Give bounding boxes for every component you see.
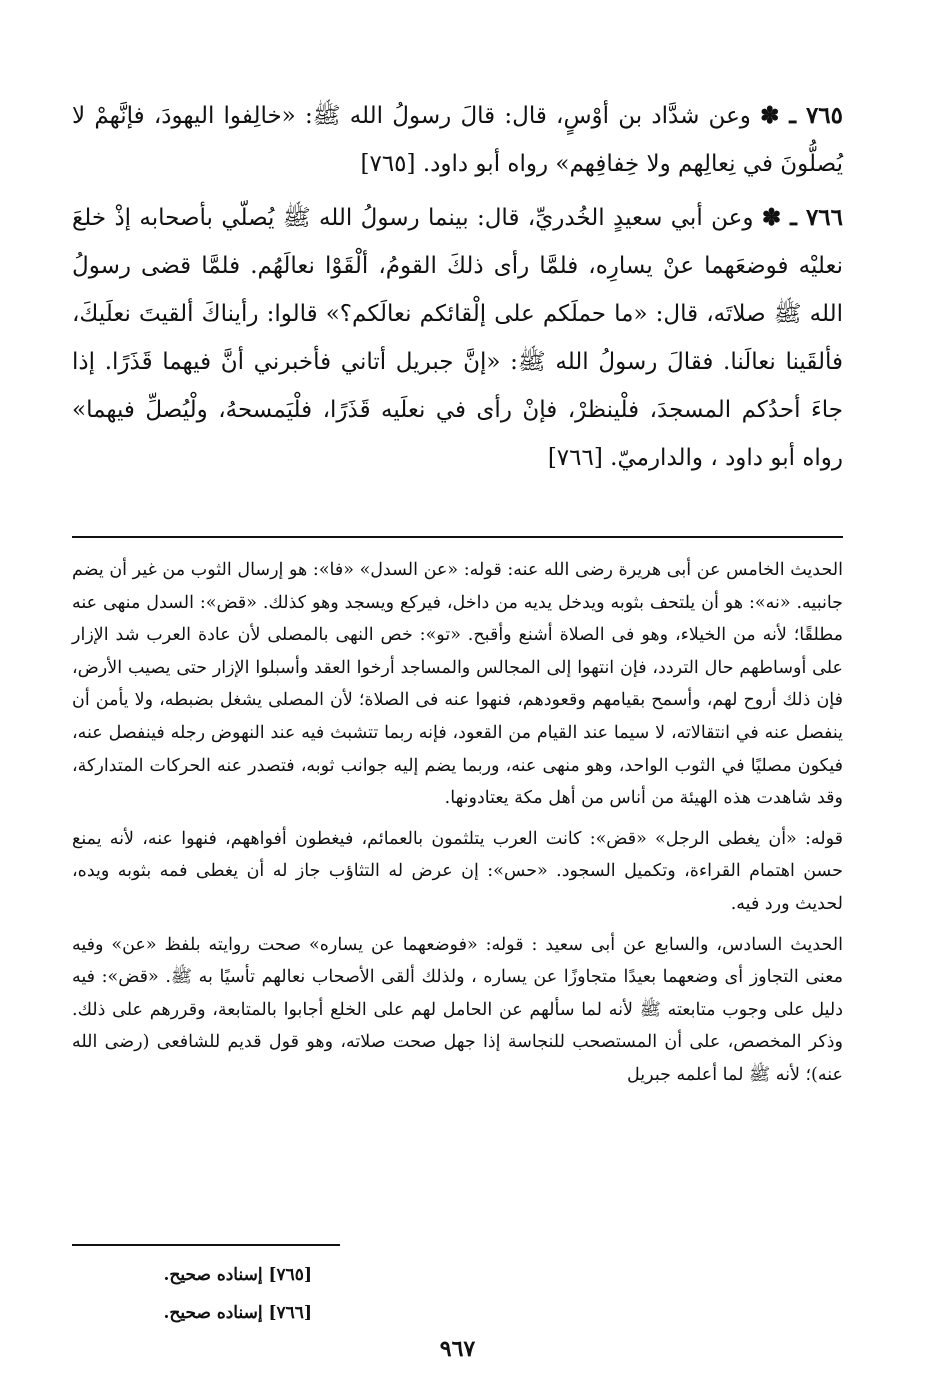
commentary-paragraph: الحديث السادس، والسابع عن أبى سعيد : قوله: «فوضعهما عن يساره» صحت روايته بلفظ «عن» وفيه معنى التجاوز أى وضعهما بعيدًا متجاوزًا عن يساره ، ولذلك ألقى الأصحاب نعالهم تأسيًا به ﷺ. «قض»: فيه دليل على وجوب متابعته ﷺ لأنه لما سألهم عن الحامل لهم على الخلع أجابوا بالمتابعة، وقررهم على ذلك. وذكر المخصص، على أن المستصحب للنجاسة إذا جهل صحت صلاته، وهو قول قديم للشافعى (رضى الله عنه)؛ لأنه ﷺ لما أعلمه جبريل — [72, 934, 843, 1085]
hadith-number: ٧٦٦ ـ ✽ — [761, 204, 844, 231]
hadith-text: وعن شدَّاد بن أوْسٍ، قال: قالَ رسولُ الله ﷺ: «خالِفوا اليهودَ، فإنَّهمْ لا يُصلُّونَ في نِعالِهم ولا خِفافِهم» رواه أبو داود. [٧٦٥] — [72, 103, 843, 177]
commentary-paragraph: الحديث الخامس عن أبى هريرة رضى الله عنه: قوله: «عن السدل» «فا»: هو إرسال الثوب من غير أن يضم جانبيه. «نه»: هو أن يلتحف بثوبه ويدخل يديه من داخل، فيركع ويسجد وهو كذلك. «قض»: السدل منهى عنه مطلقًا؛ لأنه من الخيلاء، وهو فى الصلاة أشنع وأقبح. «تو»: خص النهى بالمصلى لأن عادة العرب شد الإزار على أوساطهم حال التردد، فإن انتهوا إلى المجالس والمساجد أرخوا العقد وأسبلوا الإزار حتى يصيب الأرض، فإن ذلك أروح لهم، وأسمح بقيامهم وقعودهم، فنهوا عنه فى الصلاة؛ لأن المصلى يشغل بضبطه، ولا يأمن أن ينفصل عنه في انتقالاته، لا سيما عند القيام من القعود، فإنه ربما تتشبث فيه عند النهوض رجله فينفصل عنه، فيكون مصليًا في الثوب الواحد، وهو منهى عنه، وربما يضم إليه جوانب ثوبه، فتصدر عنه الحركات المتداركة، وقد شاهدت هذه الهيئة من أناس من أهل مكة يعتادونها. — [72, 560, 843, 809]
footnote-divider — [72, 1244, 340, 1246]
hadith-section — [72, 92, 843, 482]
hadith-number: ٧٦٥ ـ ✽ — [760, 102, 844, 129]
page — [72, 92, 843, 1373]
hadith-765 — [72, 92, 843, 188]
hadith-766 — [72, 194, 843, 482]
footnotes — [72, 1256, 340, 1332]
footnote-765: [٧٦٥] إسناده صحيح. — [163, 1265, 312, 1285]
footnote-766: [٧٦٦] إسناده صحيح. — [163, 1303, 312, 1323]
commentary-section — [72, 554, 843, 1100]
commentary-paragraph: قوله: «أن يغطى الرجل» «قض»: كانت العرب يتلثمون بالعمائم، فيغطون أفواههم، فنهوا عنه، لأنه يمنع حسن اهتمام القراءة، وتكميل السجود. «حس»: إن عرض له التثاؤب جاز له أن يغطى فمه بثوبه ويده، لحديث ورد فيه. — [72, 828, 843, 914]
page-number: ٩٦٧ — [439, 1336, 476, 1362]
hadith-text: وعن أبي سعيدٍ الخُدريِّ، قال: بينما رسولُ الله ﷺ يُصلّي بأصحابه إذْ خلعَ نعليْه فوضعَهما عنْ يسارِه، فلمَّا رأى ذلكَ القومُ، ألْقَوْا نعالَهُم. فلمَّا قضى رسولُ الله ﷺ صلاتَه، قال: «ما حملَكم على إلْقائكم نعالَكم؟» قالوا: رأيناكَ ألقيتَ نعلَيكَ، فألقَينا نعالَنا. فقالَ رسولُ الله ﷺ: «إنَّ جبريل أتاني فأخبرني أنَّ فيهما قَذَرًا. إذا جاءَ أحدُكم المسجدَ، فلْينظرْ، فإنْ رأى في نعلَيه قَذَرًا، فلْيَمسحهُ، ولْيُصلِّ فيهما» رواه أبو داود ، والدارميّ. [٧٦٦] — [72, 205, 843, 471]
section-divider — [72, 536, 843, 538]
